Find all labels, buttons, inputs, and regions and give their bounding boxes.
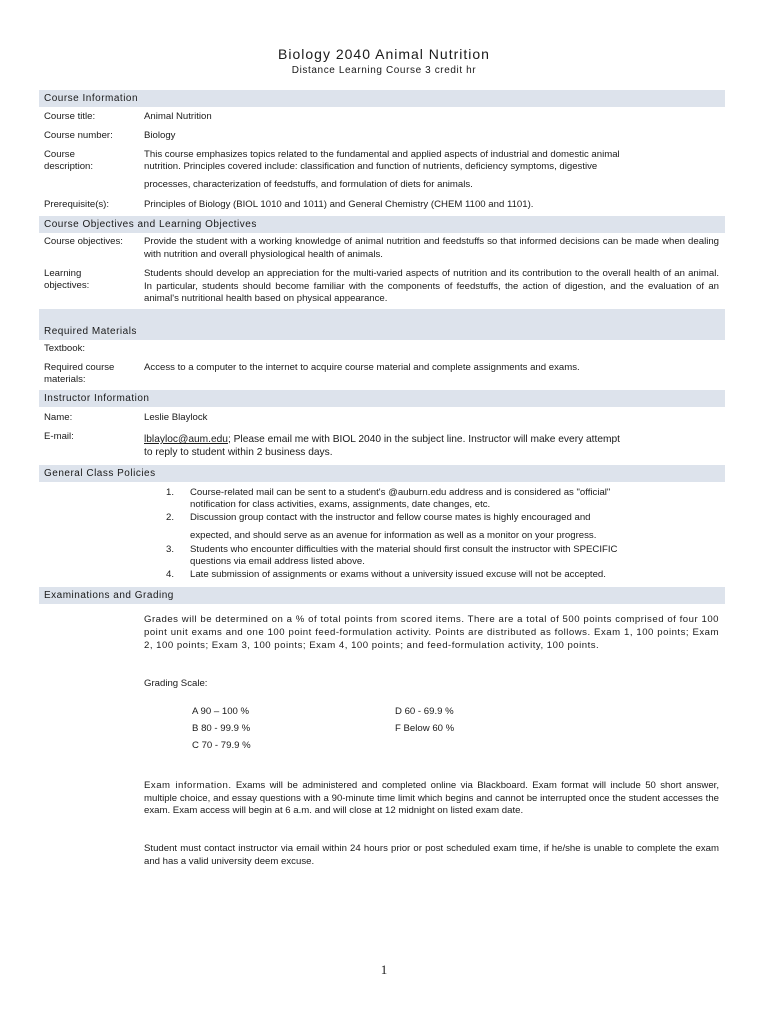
required-materials-value: Access to a computer to the internet to acquire course material and complete assignments and exams. xyxy=(144,362,580,373)
policy-2-line-2: expected, and should serve as an avenue for information as well as a monitor on your progress. xyxy=(190,530,597,541)
policy-number-2: 2. xyxy=(166,512,175,523)
prerequisites-value: Principles of Biology (BIOL 1010 and 1011) and General Chemistry (CHEM 1100 and 1101). xyxy=(144,199,534,210)
section-heading-general-class-policies: General Class Policies xyxy=(39,465,725,482)
required-materials-label-line-1: Required course xyxy=(44,362,115,373)
learning-objectives-label-line-1: Learning xyxy=(44,268,82,279)
instructor-email-line-1 xyxy=(144,434,719,447)
grades-paragraph: Grades will be determined on a % of total points from scored items. There are a total of 500 points comprised of four 100 point unit exams and one 100 point feed-formulation activity. Points are distributed as follows. Exam 1, 100 points; Exam 2, 100 points; Exam 3, 100 points; Exam 4, 100 points; and feed-formulation activity, 100 points. xyxy=(144,614,719,651)
course-description-label-line-1: Course xyxy=(44,149,75,160)
course-description-label-line-2: description: xyxy=(44,161,94,172)
grading-scale-label: Grading Scale: xyxy=(144,678,208,689)
instructor-email-label: E-mail: xyxy=(44,431,74,442)
textbook-label: Textbook: xyxy=(44,343,86,354)
document-title: Biology 2040 Animal Nutrition xyxy=(278,46,490,62)
exam-information-lead: Exam information. xyxy=(144,780,232,791)
policy-number-1: 1. xyxy=(166,487,175,498)
section-heading-required-materials: Required Materials xyxy=(39,309,725,340)
policy-2-line-1: Discussion group contact with the instructor and fellow course mates is highly encouraged and xyxy=(190,512,591,523)
course-objectives-value: Provide the student with a working knowledge of animal nutrition and feedstuffs so that informed decisions can be made when dealing with nutrition and overall physiological health of animals. xyxy=(144,236,719,260)
course-objectives-label: Course objectives: xyxy=(44,236,123,247)
section-heading-objectives: Course Objectives and Learning Objectives xyxy=(39,216,725,233)
course-description-line-1: This course emphasizes topics related to the fundamental and applied aspects of industrial and domestic animal xyxy=(144,149,620,160)
exam-information-paragraph xyxy=(144,780,719,818)
grade-d: D 60 - 69.9 % xyxy=(395,706,454,717)
policy-1-line-1: Course-related mail can be sent to a student's @auburn.edu address and is considered as "official" xyxy=(190,487,611,498)
section-heading-course-information: Course Information xyxy=(39,90,725,107)
section-heading-examinations-and-grading: Examinations and Grading xyxy=(39,587,725,604)
grade-c: C 70 - 79.9 % xyxy=(192,740,251,751)
exam-information-text: Exams will be administered and completed online via Blackboard. Exam format will include 50 short answer, multiple choice, and essay questions with a 90-minute time limit which begins and cannot be interrupted once the student accesses the exam. Exam access will begin at 6 a.m. and will close at 12 midnight on listed exam date. xyxy=(144,780,720,816)
learning-objectives-value: Students should develop an appreciation for the multi-varied aspects of nutrition and its contribution to the overall health of an animal. In particular, students should become familiar with the components of feedstuffs, the action of digestion, and the evaluation of an animal's nutritional health based on physical appearance. xyxy=(144,268,719,304)
policy-number-3: 3. xyxy=(166,544,175,555)
page-number: 1 xyxy=(380,962,388,977)
course-description-line-3: processes, characterization of feedstuffs, and formulation of diets for animals. xyxy=(144,179,473,190)
course-number-label: Course number: xyxy=(44,130,113,141)
instructor-name-value: Leslie Blaylock xyxy=(144,412,208,423)
document-subtitle: Distance Learning Course 3 credit hr xyxy=(291,65,477,76)
prerequisites-label: Prerequisite(s): xyxy=(44,199,110,210)
instructor-email-link[interactable]: lblayloc@aum.edu xyxy=(144,434,228,445)
exam-contact-note: Student must contact instructor via email within 24 hours prior or post scheduled exam time, if he/she is unable to complete the exam and has a valid university deem excuse. xyxy=(144,843,719,867)
instructor-name-label: Name: xyxy=(44,412,73,423)
policy-number-4: 4. xyxy=(166,569,175,580)
grade-f: F Below 60 % xyxy=(395,723,455,734)
policy-1-line-2: notification for class activities, exams, assignments, date changes, etc. xyxy=(190,499,491,510)
learning-objectives-label-line-2: objectives: xyxy=(44,280,90,291)
required-materials-label-line-2: materials: xyxy=(44,374,86,385)
policy-3-line-2: questions via email address listed above. xyxy=(190,556,365,567)
grade-b: B 80 - 99.9 % xyxy=(192,723,251,734)
policy-4-line-1: Late submission of assignments or exams without a university issued excuse will not be accepted. xyxy=(190,569,606,580)
instructor-email-line-2: to reply to student within 2 business days. xyxy=(144,447,333,458)
instructor-email-note: ; Please email me with BIOL 2040 in the subject line. Instructor will make every attempt xyxy=(227,434,620,445)
course-number-value: Biology xyxy=(144,130,176,141)
section-heading-instructor-information: Instructor Information xyxy=(39,390,725,407)
course-description-line-2: nutrition. Principles covered include: classification and function of nutrients, deficiency symptoms, digestive xyxy=(144,161,598,172)
course-title-value: Animal Nutrition xyxy=(144,111,212,122)
course-title-label: Course title: xyxy=(44,111,96,122)
policy-3-line-1: Students who encounter difficulties with the material should first consult the instructor with SPECIFIC xyxy=(190,544,618,555)
grade-a: A 90 – 100 % xyxy=(192,706,250,717)
